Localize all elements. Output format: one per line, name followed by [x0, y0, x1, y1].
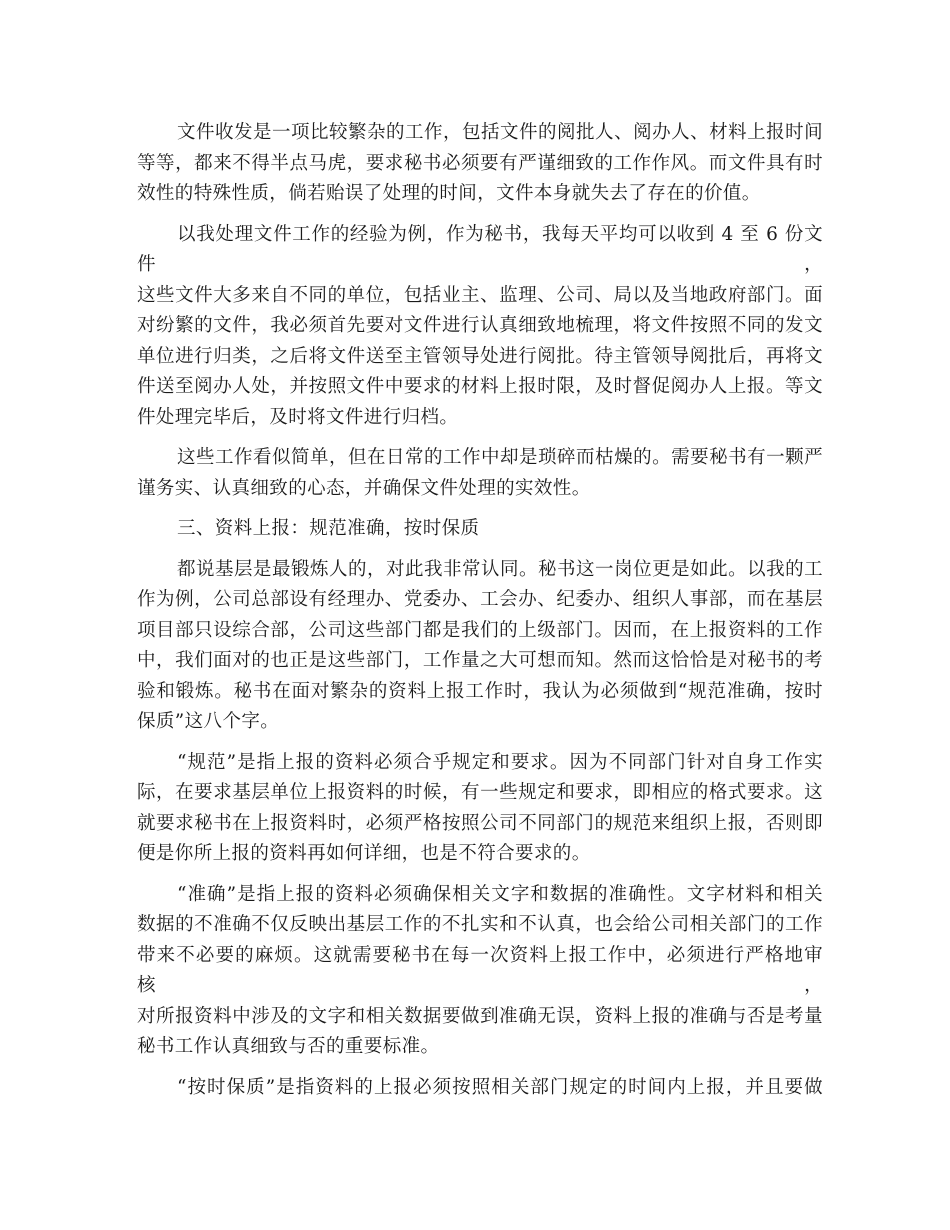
text-line: 这些工作看似简单，但在日常的工作中却是琐碎而枯燥的。需要秘书有一颗严 [177, 447, 823, 468]
text-line: 就要求秘书在上报资料时，必须严格按照公司不同部门的规范来组织上报，否则即 [137, 812, 823, 834]
text-line: 项目部只设综合部，公司这些部门都是我们的上级部门。因而，在上报资料的工作 [137, 619, 823, 641]
paragraph-7 [137, 1073, 823, 1104]
text-line: 保质”这八个字。 [137, 711, 280, 732]
text-line: 都说基层是最锻炼人的，对此我非常认同。秘书这一岗位更是如此。以我的工 [177, 558, 823, 580]
paragraph-1 [137, 118, 823, 210]
text-line: 谨务实、认真细致的心态，并确保文件处理的实效性。 [137, 477, 591, 499]
paragraph-3 [137, 443, 823, 504]
text-line: 文件收发是一项比较繁杂的工作，包括文件的阅批人、阅办人、材料上报时间 [177, 122, 823, 143]
paragraph-4 [137, 555, 823, 738]
section-heading [137, 514, 823, 545]
text-line: 带来不必要的麻烦。这就需要秘书在每一次资料上报工作中，必须进行严格地审核， [137, 944, 823, 996]
text-line: 中，我们面对的也正是这些部门，工作量之大可想而知。然而这恰恰是对秘书的考 [137, 650, 823, 671]
text-line: 效性的特殊性质，倘若贻误了处理的时间，文件本身就失去了存在的价值。 [137, 183, 761, 204]
text-line: 秘书工作认真细致与否的重要标准。 [137, 1036, 440, 1057]
text-line: 件处理完毕后，及时将文件进行归档。 [137, 406, 459, 428]
text-line: “按时保质”是指资料的上报必须按照相关部门规定的时间内上报，并且要做 [177, 1076, 823, 1098]
text-line: 以我处理文件工作的经验为例，作为秘书，我每天平均可以收到 4 至 6 份文件， [137, 223, 823, 275]
text-line: 便是你所上报的资料再如何详细，也是不符合要求的。 [137, 843, 591, 864]
document-page [137, 118, 823, 1113]
text-line: 这些文件大多来自不同的单位，包括业主、监理、公司、局以及当地政府部门。面 [137, 284, 823, 306]
text-line: 单位进行归类，之后将文件送至主管领导处进行阅批。待主管领导阅批后，再将文 [137, 345, 823, 367]
text-line: 对所报资料中涉及的文字和相关数据要做到准确无误，资料上报的准确与否是考量 [137, 1005, 823, 1027]
text-line: 等等，都来不得半点马虎，要求秘书必须要有严谨细致的工作作风。而文件具有时 [137, 152, 823, 174]
heading-text: 三、资料上报：规范准确，按时保质 [177, 518, 480, 539]
text-line: 验和锻炼。秘书在面对繁杂的资料上报工作时，我认为必须做到“规范准确，按时 [137, 680, 823, 702]
paragraph-5 [137, 748, 823, 870]
text-line: 件送至阅办人处，并按照文件中要求的材料上报时限，及时督促阅办人上报。等文 [137, 376, 823, 397]
paragraph-6 [137, 880, 823, 1063]
text-line: 对纷繁的文件，我必须首先要对文件进行认真细致地梳理，将文件按照不同的发文 [137, 315, 823, 336]
paragraph-2 [137, 220, 823, 434]
text-line: “规范”是指上报的资料必须合乎规定和要求。因为不同部门针对自身工作实 [177, 751, 823, 773]
text-line: 数据的不准确不仅反映出基层工作的不扎实和不认真，也会给公司相关部门的工作 [137, 914, 823, 935]
text-line: 际，在要求基层单位上报资料的时候，有一些规定和要求，即相应的格式要求。这 [137, 782, 823, 803]
text-line: “准确”是指上报的资料必须确保相关文字和数据的准确性。文字材料和相关 [177, 883, 823, 905]
text-line: 作为例，公司总部设有经理办、党委办、工会办、纪委办、组织人事部，而在基层 [137, 589, 823, 610]
